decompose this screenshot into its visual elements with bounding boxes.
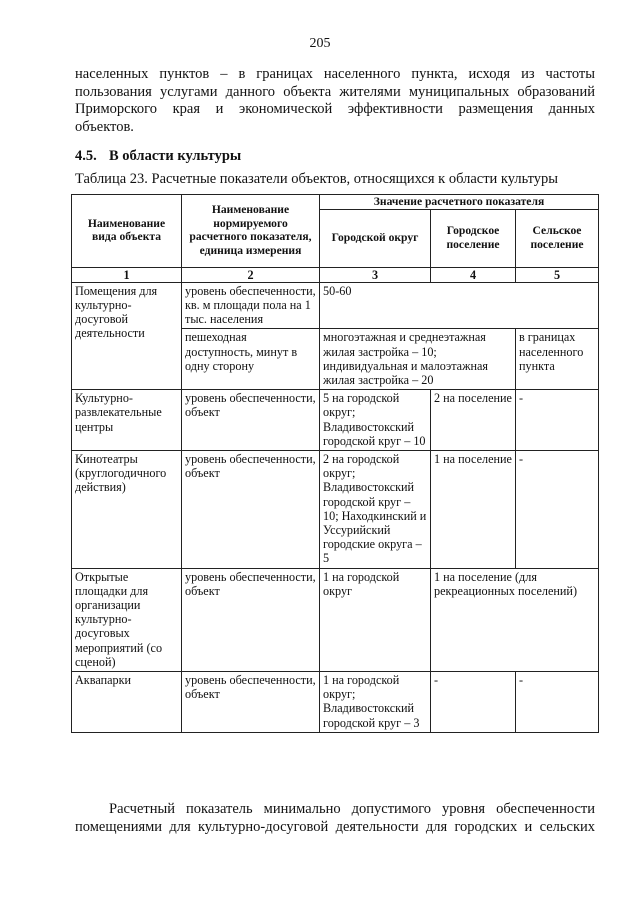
indicator: уровень обеспеченности, кв. м площади пола на 1 тыс. населения bbox=[182, 282, 320, 329]
indicator: уровень обеспеченности, объект bbox=[182, 390, 320, 451]
table-row bbox=[72, 568, 599, 671]
indicator: пешеходная доступность, минут в одну сторону bbox=[182, 329, 320, 390]
table-caption: Таблица 23. Расчетные показатели объектов, относящихся к области культуры bbox=[75, 171, 559, 187]
section-number: 4.5. bbox=[75, 148, 97, 164]
intro-paragraph bbox=[75, 66, 595, 136]
page-number: 205 bbox=[309, 36, 331, 51]
intro-line: Приморского края и экономической эффективности размещения данных bbox=[75, 101, 595, 117]
column-number: 1 bbox=[72, 267, 182, 282]
object-name: Открытые площадки для организации культурно-досуговых мероприятий (со сценой) bbox=[72, 568, 182, 671]
value-rural-settlement: - bbox=[516, 672, 599, 733]
value-all-types: 50-60 bbox=[320, 282, 599, 329]
value-urban-settlement: 2 на поселение bbox=[431, 390, 516, 451]
table-header-row bbox=[72, 195, 599, 210]
value-city-district: 1 на городской округ; Владивостокский городской круг – 3 bbox=[320, 672, 431, 733]
indicator: уровень обеспеченности, объект bbox=[182, 451, 320, 569]
value-rural-settlement: - bbox=[516, 390, 599, 451]
closing-line: Расчетный показатель минимально допустимого уровня обеспеченности bbox=[109, 801, 595, 817]
column-number: 4 bbox=[431, 267, 516, 282]
object-name: Культурно-развлекательные центры bbox=[72, 390, 182, 451]
closing-line: помещениями для культурно-досуговой деятельности для городских и сельских bbox=[75, 818, 595, 835]
column-number: 5 bbox=[516, 267, 599, 282]
value-urban-settlement: - bbox=[431, 672, 516, 733]
section-title: В области культуры bbox=[109, 148, 242, 164]
value-rural-settlement: - bbox=[516, 451, 599, 569]
table-row bbox=[72, 672, 599, 733]
column-numbers-row bbox=[72, 267, 599, 282]
column-number: 2 bbox=[182, 267, 320, 282]
table-row bbox=[72, 451, 599, 569]
culture-indicators-table bbox=[71, 194, 599, 733]
indicator: уровень обеспеченности, объект bbox=[182, 568, 320, 671]
value-city-urban: многоэтажная и среднеэтажная жилая застройка – 10; индивидуальная и малоэтажная жилая застройка – 20 bbox=[320, 329, 516, 390]
intro-line: населенных пунктов – в границах населенного пункта, исходя из частоты bbox=[75, 66, 595, 82]
table-row bbox=[72, 282, 599, 329]
column-number: 3 bbox=[320, 267, 431, 282]
header-city-district: Городской округ bbox=[320, 209, 431, 267]
header-object-type: Наименование вида объекта bbox=[72, 195, 182, 268]
header-indicator: Наименование нормируемого расчетного показателя, единица измерения bbox=[182, 195, 320, 268]
object-name: Аквапарки bbox=[72, 672, 182, 733]
closing-paragraph bbox=[75, 801, 595, 836]
value-city-district: 1 на городской округ bbox=[320, 568, 431, 671]
value-city-district: 5 на городской округ; Владивостокский городской круг – 10 bbox=[320, 390, 431, 451]
table-row bbox=[72, 390, 599, 451]
section-heading bbox=[75, 148, 241, 165]
header-rural-settlement: Сельское поселение bbox=[516, 209, 599, 267]
value-urban-rural: 1 на поселение (для рекреационных поселений) bbox=[431, 568, 599, 671]
intro-line: объектов. bbox=[75, 118, 134, 135]
object-name: Помещения для культурно-досуговой деятельности bbox=[72, 282, 182, 389]
value-urban-settlement: 1 на поселение bbox=[431, 451, 516, 569]
object-name: Кинотеатры (круглогодичного действия) bbox=[72, 451, 182, 569]
intro-line: пользования услугами данного объекта жителями муниципальных образований bbox=[75, 83, 595, 100]
value-rural: в границах населенного пункта bbox=[516, 329, 599, 390]
header-value-group: Значение расчетного показателя bbox=[320, 195, 599, 210]
value-city-district: 2 на городской округ; Владивостокский городской круг – 10; Находкинский и Уссурийский городские округа – 5 bbox=[320, 451, 431, 569]
header-urban-settlement: Городское поселение bbox=[431, 209, 516, 267]
indicator: уровень обеспеченности, объект bbox=[182, 672, 320, 733]
